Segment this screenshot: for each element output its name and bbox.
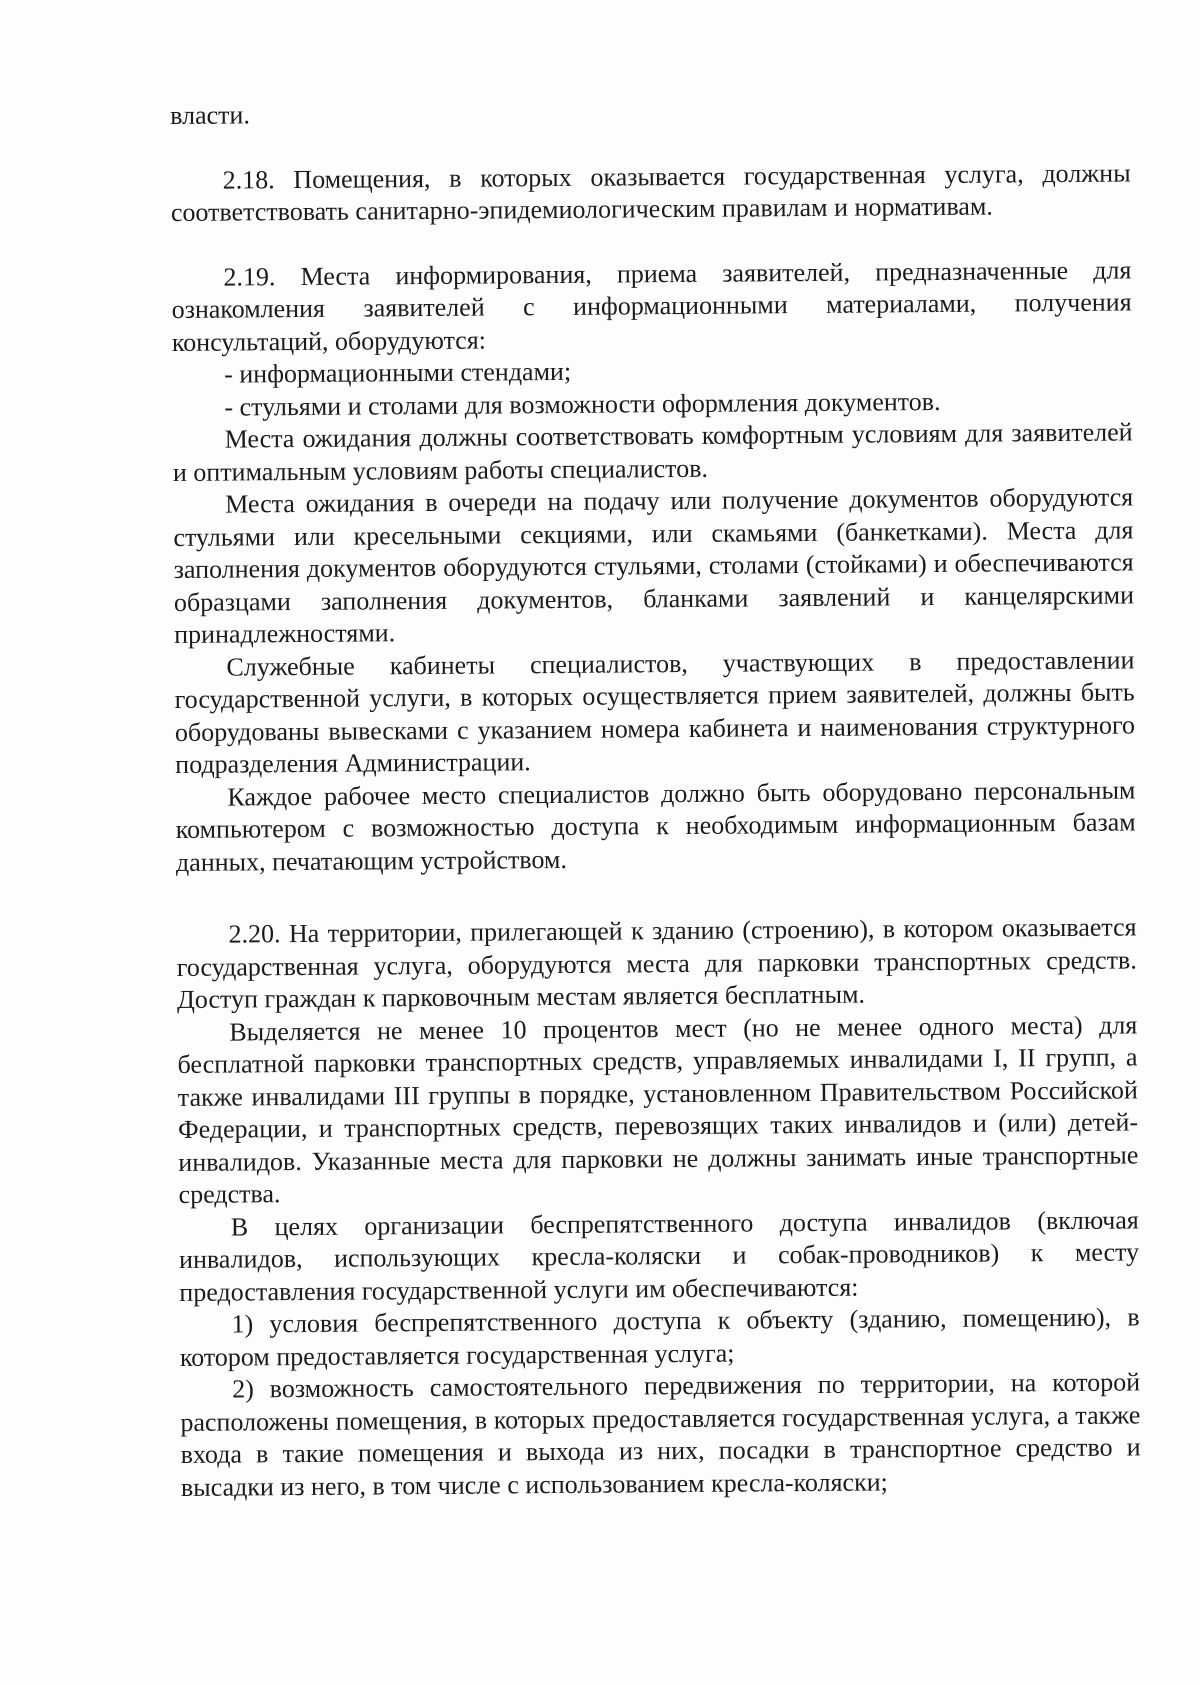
list-item-stands: - информационными стендами; <box>224 356 572 389</box>
list-item-access-conditions: 1) условия беспрепятственного доступа к объекту (зданию, помещению), в котором предоставляется государственная услуга; <box>179 1302 1140 1372</box>
paragraph-accessibility: В целях организации беспрепятственного доступа инвалидов (включая инвалидов, использующих кресла-коляски и собак-проводников) к месту предоставления государственной услуги им обеспечиваются: <box>178 1204 1140 1307</box>
paragraph-waiting-places: Места ожидания должны соответствовать комфортным условиям для заявителей и оптимальным условиям работы специалистов. <box>172 417 1133 487</box>
list-item-movement: 2) возможность самостоятельного передвижения по территории, на которой расположены помещения, в которых предоставляется государственная услуга, а также входа в такие помещения и выхода из них, посадки в транспортное средство и высадки из него, в том числе с использованием кресла-коляски; <box>180 1367 1141 1502</box>
paragraph-workplace: Каждое рабочее место специалистов должно быть оборудовано персональным компьютером с возможностью доступа к необходимым информационным базам данных, печатающим устройством. <box>175 774 1136 877</box>
paragraph-2-19: 2.19. Места информирования, приема заявителей, предназначенные для ознакомления заявителей с информационными материалами, получения консультаций, оборудуются: <box>171 254 1132 357</box>
paragraph-offices: Служебные кабинеты специалистов, участвующих в предоставлении государственной услуги, в которых осуществляется прием заявителей, должны быть оборудованы вывесками с указанием номера кабинета и наименования структурного подразделения Администрации. <box>174 644 1136 779</box>
document-body <box>170 92 1141 1503</box>
paragraph-continuation: власти. <box>170 100 250 130</box>
paragraph-2-18: 2.18. Помещения, в которых оказывается государственная услуга, должны соответствовать санитарно-эпидемиологическим правилам и нормативам. <box>170 157 1131 227</box>
paragraph-queue-places: Места ожидания в очереди на подачу или получение документов оборудуются стульями или кресельными секциями, или скамьями (банкетками). Места для заполнения документов оборудуются стульями, столами (стойками) и обеспечиваются образцами заполнения документов, бланками заявлений и канцелярскими принадлежностями. <box>173 482 1135 649</box>
list-item-chairs-tables: - стульями и столами для возможности оформления документов. <box>224 386 941 422</box>
paragraph-parking-share: Выделяется не менее 10 процентов мест (но не менее одного места) для бесплатной парковки транспортных средств, управляемых инвалидами I, II групп, а также инвалидами III группы в порядке, установленном Правительством Российской Федерации, и транспортных средств, перевозящих таких инвалидов и (или) детей-инвалидов. Указанные места для парковки не должны занимать иные транспортные средства. <box>177 1009 1139 1209</box>
paragraph-2-20: 2.20. На территории, прилегающей к зданию (строению), в котором оказывается государственная услуга, оборудуются места для парковки транспортных средств. Доступ граждан к парковочным местам является бесплатным. <box>176 912 1137 1014</box>
